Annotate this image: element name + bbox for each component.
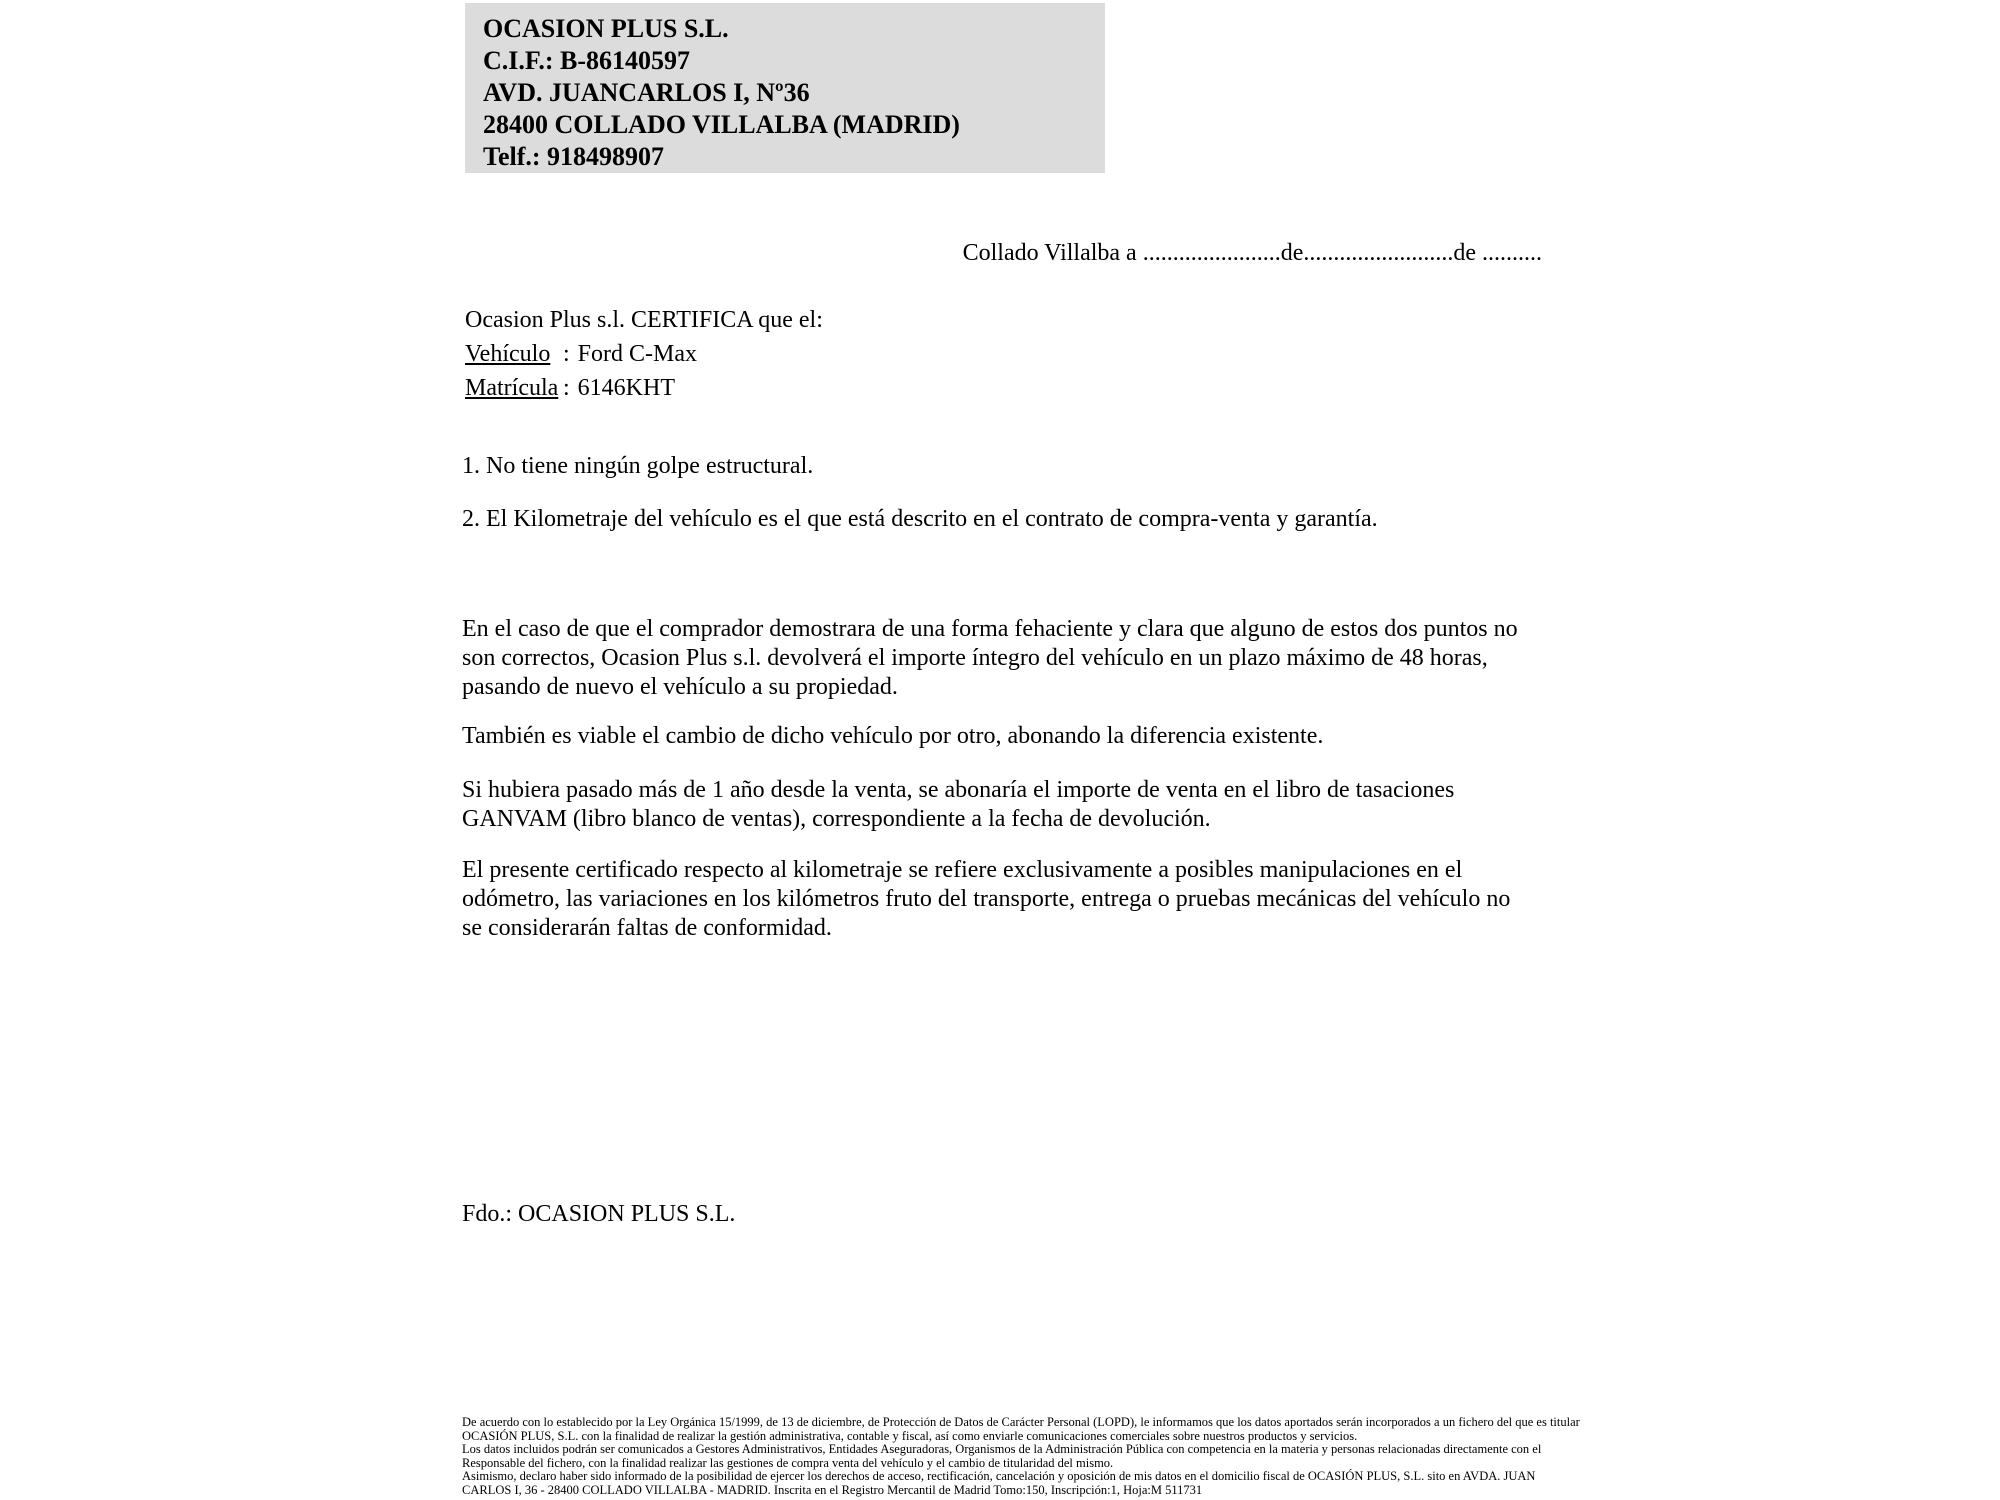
legal-footer-line: CARLOS I, 36 - 28400 COLLADO VILLALBA - MADRID. Inscrita en el Registro Mercantil de Madrid Tomo:150, Inscripción:1, Hoja:M 511731 <box>462 1482 1203 1497</box>
company-city: 28400 COLLADO VILLALBA (MADRID) <box>483 110 960 139</box>
legal-footer-line: OCASIÓN PLUS, S.L. con la finalidad de realizar la gestión administrativa, contable y fiscal, así como enviarle comunicaciones comerciales sobre nuestros productos y servicios. <box>462 1428 1358 1443</box>
legal-footer-line: Responsable del fichero, con la finalidad realizar las gestiones de compra venta del vehículo y el cambio de titularidad del mismo. <box>462 1455 1114 1470</box>
legal-footer-line: Asimismo, declaro haber sido informado de la posibilidad de ejercer los derechos de acceso, rectificación, cancelación y oposición de mis datos en el domicilio fiscal de OCASIÓN PLUS, S.L. sito en AVDA. JUAN <box>462 1469 1536 1483</box>
field-vehiculo <box>465 337 823 371</box>
paragraph-line: El presente certificado respecto al kilometraje se refiere exclusivamente a posibles manipulaciones en el <box>462 857 1463 883</box>
paragraph-line: GANVAM (libro blanco de ventas), correspondiente a la fecha de devolución. <box>462 806 1211 832</box>
company-address: AVD. JUANCARLOS I, Nº36 <box>483 78 810 107</box>
field-matricula-separator: : <box>563 375 570 401</box>
certification-block <box>465 303 823 405</box>
field-matricula-label: Matrícula <box>465 375 559 401</box>
paragraph-refund <box>462 615 1592 702</box>
date-line: Collado Villalba a .......................de.........................de .......... <box>962 240 1542 266</box>
paragraph-exchange <box>462 722 1592 751</box>
paragraph-line: Si hubiera pasado más de 1 año desde la venta, se abonaría el importe de venta en el libro de tasaciones <box>462 777 1455 803</box>
field-matricula-value: 6146KHT <box>577 375 675 401</box>
field-vehiculo-label: Vehículo <box>465 341 551 367</box>
legal-footer-line: De acuerdo con lo establecido por la Ley Orgánica 15/1999, de 13 de diciembre, de Protección de Datos de Carácter Personal (LOPD), le informamos que los datos aportados serán incorporados a un fichero del que es titular <box>462 1415 1580 1429</box>
paragraph-line: pasando de nuevo el vehículo a su propiedad. <box>462 674 898 700</box>
certification-intro: Ocasion Plus s.l. CERTIFICA que el: <box>465 307 823 333</box>
company-header <box>465 3 1105 173</box>
legal-footer <box>462 1415 1580 1497</box>
field-matricula <box>465 371 823 405</box>
field-vehiculo-value: Ford C-Max <box>577 341 698 367</box>
paragraph-line: En el caso de que el comprador demostrara de una forma fehaciente y clara que alguno de estos dos puntos no <box>462 616 1518 642</box>
company-phone: Telf.: 918498907 <box>483 142 665 171</box>
statement-2: 2. El Kilometraje del vehículo es el que está descrito en el contrato de compra-venta y garantía. <box>462 506 1378 532</box>
company-name: OCASION PLUS S.L. <box>483 14 729 43</box>
paragraph-line: odómetro, las variaciones en los kilómetros fruto del transporte, entrega o pruebas mecánicas del vehículo no <box>462 886 1511 912</box>
paragraph-line: son correctos, Ocasion Plus s.l. devolverá el importe íntegro del vehículo en un plazo máximo de 48 horas, <box>462 645 1488 671</box>
company-cif: C.I.F.: B-86140597 <box>483 46 691 75</box>
paragraph-line: También es viable el cambio de dicho vehículo por otro, abonando la diferencia existente. <box>462 723 1324 749</box>
legal-footer-line: Los datos incluidos podrán ser comunicados a Gestores Administrativos, Entidades Aseguradoras, Organismos de la Administración Pública con competencia en la materia y personas relacionadas directamente con el <box>462 1442 1542 1456</box>
paragraph-ganvam <box>462 776 1592 834</box>
paragraph-line: se considerarán faltas de conformidad. <box>462 915 832 941</box>
signature-line: Fdo.: OCASION PLUS S.L. <box>462 1201 736 1227</box>
paragraph-odometer <box>462 856 1592 943</box>
statement-1: 1. No tiene ningún golpe estructural. <box>462 453 814 479</box>
field-vehiculo-separator: : <box>563 341 570 367</box>
